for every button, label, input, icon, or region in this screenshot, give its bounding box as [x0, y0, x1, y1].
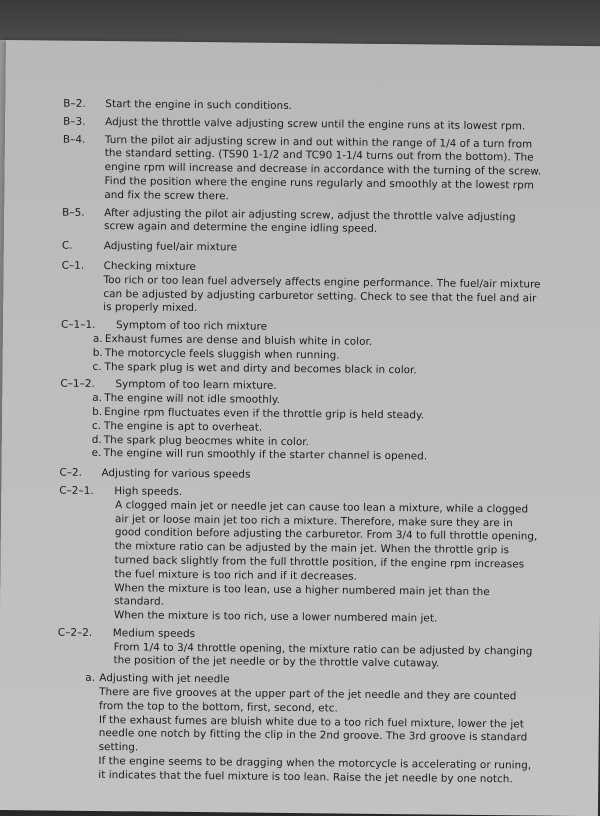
- section-title: High speeds.: [114, 485, 183, 498]
- section-title: Checking mixture: [103, 260, 197, 273]
- item-number: B–4.: [62, 133, 86, 146]
- list-letter: c.: [92, 360, 102, 373]
- section-title: Medium speeds: [112, 627, 196, 640]
- item-b4: [62, 133, 543, 207]
- list-text: Engine rpm fluctuates even if the throttle grip is held steady.: [104, 405, 425, 422]
- list-text: The engine will not idle smoothly.: [104, 392, 280, 407]
- c2-heading: [59, 467, 539, 486]
- list-letter: a.: [92, 392, 103, 405]
- section-number: C–2.: [59, 466, 83, 479]
- section-title: Adjusting for various speeds: [101, 467, 251, 481]
- list-letter: e.: [91, 447, 102, 460]
- c22a-body: [98, 686, 537, 787]
- list-letter: b.: [92, 346, 103, 359]
- item-text: Adjust the throttle valve adjusting screw until the engine runs at its lowest rpm.: [105, 115, 526, 133]
- list-text: The spark plug is wet and dirty and becomes black in color.: [104, 360, 417, 376]
- section-number: C–1–2.: [60, 377, 95, 391]
- section-title: Adjusting fuel/air mixture: [103, 240, 238, 254]
- list-letter: b.: [92, 405, 103, 418]
- page-content: [56, 98, 543, 788]
- subsection-title: Adjusting with jet needle: [99, 672, 230, 686]
- c21-paragraph: A clogged main jet or needle jet can cause too lean a mixture, while a clogged air jet or loose main jet too rich a mixture. Therefore, make sure they are in good condition before adjusting the carburetor. From 3/4 to full throttle opening, the mixture ratio can be adjusted by the main jet. When the throttle grip is turned back slightly from the full throttle position, if the engine rpm increases the fuel mixture is too rich and if it decreases.: [114, 498, 538, 583]
- c21-body: [114, 499, 539, 628]
- section-c-heading: [62, 240, 542, 259]
- item-number: B–3.: [63, 115, 86, 128]
- list-text: The engine will run smoothly if the starter channel is opened.: [103, 447, 428, 463]
- item-text: After adjusting the pilot air adjusting screw, adjust the throttle valve adjusting screw again and determine the engine idling speed.: [103, 206, 516, 236]
- c22-body: From 1/4 to 3/4 throttle opening, the mixture ratio can be adjusted by changing the position of the jet needle or by the throttle valve cutaway.: [113, 640, 533, 671]
- item-number: B–2.: [63, 97, 86, 110]
- item-b3: [63, 115, 543, 134]
- c21-rich-line: When the mixture is too rich, use a lower numbered main jet.: [113, 609, 438, 625]
- section-number: C.: [61, 239, 73, 252]
- section-number: C–1.: [61, 259, 85, 272]
- item-number: B–5.: [62, 206, 85, 219]
- c12-list: [60, 392, 541, 466]
- c22a-paragraph-3: If the engine seems to be dragging when the motorcycle is accelerating or runing, it indicates that the fuel mixture is too lean. Raise the jet needle by one notch.: [98, 755, 532, 786]
- c22a-paragraph-1: There are five grooves at the upper part of the jet needle and they are counted from the top to the bottom, first, second, etc.: [98, 686, 517, 715]
- c22a-paragraph-2: If the exhaust fumes are bluish white due to a too rich fuel mixture, lower the jet needle one notch by fitting the clip in the 2nd groove. The 3rd groove is standard setting.: [98, 713, 528, 754]
- c21-lean-line: When the mixture is too lean, use a higher numbered main jet than the standard.: [114, 581, 490, 608]
- c11-list: [61, 333, 541, 379]
- item-text: Start the engine in such conditions.: [105, 98, 293, 112]
- item-text: Turn the pilot air adjusting screw in and out within the range of 1/4 of a turn from the standard setting. (TS90 1-1/2 and TC90 1-1/4 turns out from the bottom). The engine rpm will increase and decrease in accordance with the turning of the screw. Find the position where the engine runs regularly and smoothly at the lowest rpm and fix the screw there.: [104, 133, 542, 203]
- c1-body: Too rich or too lean fuel adversely affects engine performance. The fuel/air mixture can be adjusted by adjusting carburetor setting. Check to see that the fuel and air is properly mixed.: [103, 273, 541, 315]
- list-letter: d.: [91, 433, 102, 446]
- list-text: The motorcycle feels sluggish when running.: [104, 346, 340, 362]
- section-number: C–2–1.: [59, 484, 94, 497]
- list-letter: c.: [91, 419, 102, 432]
- list-letter: a.: [92, 332, 103, 345]
- section-number: C–2–2.: [57, 626, 93, 639]
- item-b5: [62, 206, 542, 239]
- list-text: The engine is apt to overheat.: [103, 419, 263, 434]
- item-b2: [63, 98, 543, 117]
- manual-page: [0, 40, 600, 816]
- list-letter: a.: [85, 672, 96, 685]
- section-number: C–1–1.: [60, 318, 96, 332]
- list-text: Exhaust fumes are dense and bluish white in color.: [104, 333, 373, 348]
- section-title: Symptom of too rich mixture: [115, 319, 268, 333]
- section-title: Symptom of too learn mixture.: [115, 378, 277, 393]
- list-text: The spark plug beocmes white in color.: [103, 433, 310, 448]
